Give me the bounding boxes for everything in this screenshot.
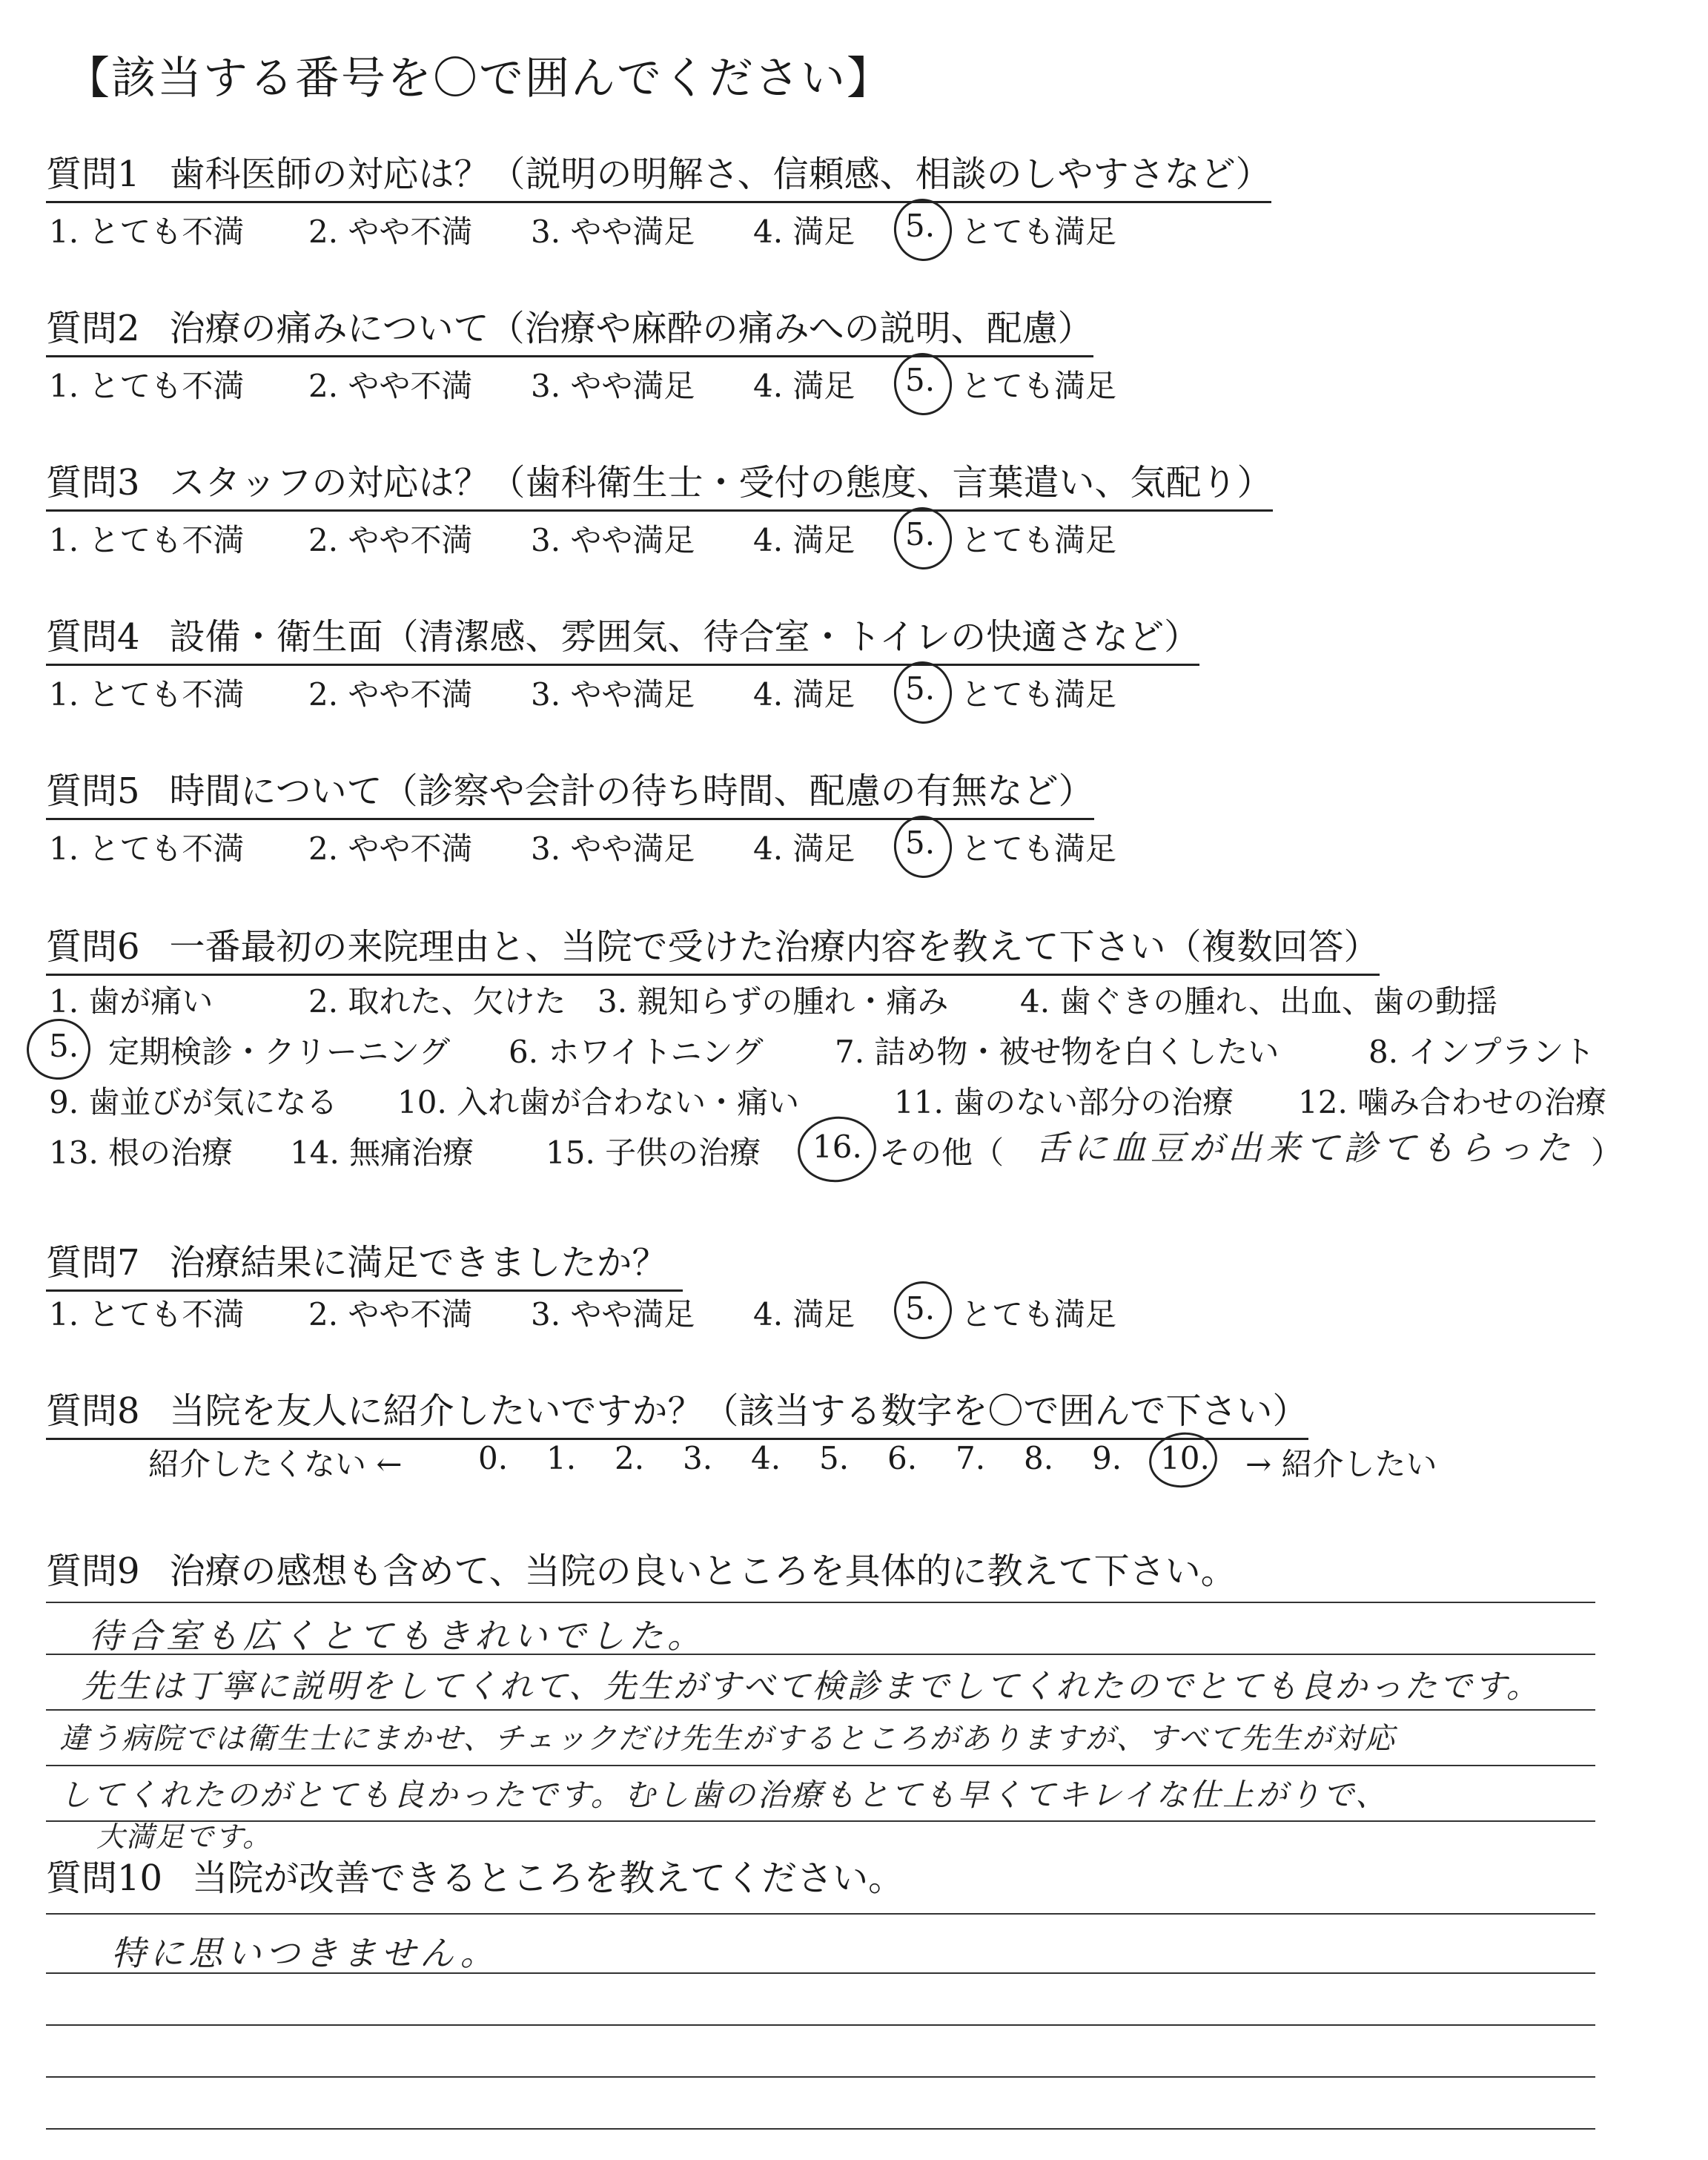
question-7 [46,1234,683,1292]
option-5[interactable]: 5. [49,1028,79,1064]
question-8 [46,1382,1308,1440]
option-5[interactable]: 5. [905,516,936,552]
option-4[interactable]: 4. 満足 [753,676,855,713]
question-number: 質問5 [46,770,140,812]
option-7[interactable]: 7. [956,1440,986,1476]
selection-circle [890,195,956,265]
question-1 [46,145,1271,203]
page-header: 【該当する番号を〇で囲んでください】 [65,53,893,105]
option-1[interactable]: 1. とても不満 [49,214,245,250]
question-text: 歯科医師の対応は？（説明の明解さ、信頼感、相談のしやすさなど） [169,153,1271,195]
option-3[interactable]: 3. やや満足 [531,214,695,250]
answer-line [46,2076,1595,2078]
question-number: 質問10 [46,1857,163,1899]
option-5[interactable]: 5. [905,362,936,398]
option-5-label: とても満足 [961,676,1117,713]
question-text: スタッフの対応は？（歯科衛生士・受付の態度、言葉遣い、気配り） [169,462,1273,503]
option-8[interactable]: 8. インプラント [1368,1034,1595,1070]
question-number: 質問7 [46,1242,140,1284]
other-answer-handwriting: 舌に血豆が出来て診てもらった [1035,1128,1575,1168]
answer-9-line-2: 先生は丁寧に説明をしてくれて、先生がすべて検診までしてくれたのでとても良かったです。 [82,1668,1541,1705]
option-0[interactable]: 0. [478,1440,509,1476]
option-13[interactable]: 13. 根の治療 [49,1135,234,1171]
question-number: 質問8 [46,1390,140,1432]
selection-circle [890,658,956,727]
selection-circle [23,1014,95,1083]
option-4[interactable]: 4. 満足 [753,830,855,867]
option-3[interactable]: 3. やや満足 [531,830,695,867]
option-3[interactable]: 3. [683,1440,713,1476]
option-5[interactable]: 5. [819,1440,850,1476]
option-14[interactable]: 14. 無痛治療 [290,1135,474,1171]
question-5 [46,762,1094,820]
question-10 [46,1849,904,1900]
question-number: 質問9 [46,1550,140,1592]
question-number: 質問1 [46,153,140,195]
option-12[interactable]: 12. 噛み合わせの治療 [1298,1084,1607,1120]
option-3[interactable]: 3. やや満足 [531,676,695,713]
scale-right-label: → 紹介したい [1245,1446,1437,1482]
answer-line [46,1602,1595,1603]
question-4 [46,608,1199,666]
answer-line [46,1820,1595,1822]
question-number: 質問3 [46,462,140,503]
option-1[interactable]: 1. 歯が痛い [49,983,214,1020]
option-4[interactable]: 4. [751,1440,781,1476]
option-5-label: 定期検診・クリーニング [108,1034,451,1070]
question-text: 時間について（診察や会計の待ち時間、配慮の有無など） [169,770,1094,812]
option-2[interactable]: 2. 取れた、欠けた [308,983,566,1020]
answer-line [46,1709,1595,1711]
option-11[interactable]: 11. 歯のない部分の治療 [894,1084,1234,1120]
option-1[interactable]: 1. とても不満 [49,830,245,867]
question-text: 設備・衛生面（清潔感、雰囲気、待合室・トイレの快適さなど） [169,616,1200,658]
option-4[interactable]: 4. 満足 [753,522,855,558]
option-5-label: とても満足 [961,830,1117,867]
question-text: 治療結果に満足できましたか？ [169,1242,668,1284]
option-5[interactable]: 5. [905,825,936,861]
option-5[interactable]: 5. [905,208,936,244]
option-2[interactable]: 2. やや不満 [308,676,473,713]
answer-9-line-4: してくれたのがとても良かったです。むし歯の治療もとても早くてキレイな仕上がりで、 [59,1777,1389,1813]
option-1[interactable]: 1. とても不満 [49,676,245,713]
option-10[interactable]: 10. 入れ歯が合わない・痛い [397,1084,800,1120]
option-7[interactable]: 7. 詰め物・被せ物を白くしたい [835,1034,1280,1070]
option-2[interactable]: 2. やや不満 [308,214,473,250]
option-3[interactable]: 3. やや満足 [531,368,695,404]
selection-circle [793,1112,880,1187]
option-5[interactable]: 5. [905,1290,936,1327]
option-3[interactable]: 3. やや満足 [531,1296,695,1332]
selection-circle [890,1278,956,1343]
option-2[interactable]: 2. やや不満 [308,1296,473,1332]
option-2[interactable]: 2. やや不満 [308,368,473,404]
option-9[interactable]: 9. [1092,1440,1122,1476]
option-3[interactable]: 3. 親知らずの腫れ・痛み [598,983,949,1020]
question-text: 当院が改善できるところを教えてください。 [192,1857,904,1899]
option-6[interactable]: 6. [887,1440,918,1476]
question-number: 質問6 [46,926,140,968]
question-text: 治療の痛みについて（治療や麻酔の痛みへの説明、配慮） [169,308,1093,349]
scale-left-label: 紹介したくない ← [148,1446,403,1482]
option-10[interactable]: 10. [1160,1440,1210,1476]
option-1[interactable]: 1. [546,1440,577,1476]
option-5[interactable]: 5. [905,670,936,707]
option-5-label: とても満足 [961,1296,1117,1332]
question-6 [46,918,1380,976]
question-text: 治療の感想も含めて、当院の良いところを具体的に教えて下さい。 [169,1550,1237,1592]
option-1[interactable]: 1. とても不満 [49,522,245,558]
option-2[interactable]: 2. [615,1440,645,1476]
option-16-label: その他（ [879,1135,1004,1171]
option-9[interactable]: 9. 歯並びが気になる [49,1084,338,1120]
selection-circle [890,812,956,882]
answer-9-line-3: 違う病院では衛生士にまかせ、チェックだけ先生がするところがありますが、すべて先生が対応 [59,1722,1396,1756]
option-2[interactable]: 2. やや不満 [308,522,473,558]
option-4[interactable]: 4. 満足 [753,368,855,404]
option-4[interactable]: 4. 歯ぐきの腫れ、出血、歯の動揺 [1020,983,1497,1020]
selection-circle [890,349,956,419]
option-2[interactable]: 2. やや不満 [308,830,473,867]
question-3 [46,454,1273,512]
option-4[interactable]: 4. 満足 [753,1296,855,1332]
answer-line [46,2024,1595,2026]
option-15[interactable]: 15. 子供の治療 [546,1135,761,1171]
option-5-label: とても満足 [961,214,1117,250]
option-5-label: とても満足 [961,368,1117,404]
option-5-label: とても満足 [961,522,1117,558]
option-3[interactable]: 3. やや満足 [531,522,695,558]
question-number: 質問4 [46,616,140,658]
selection-circle [890,503,956,573]
question-text: 当院を友人に紹介したいですか？（該当する数字を〇で囲んで下さい） [169,1390,1308,1432]
question-2 [46,300,1093,357]
answer-line [46,1765,1595,1766]
question-number: 質問2 [46,308,140,349]
option-6[interactable]: 6. ホワイトニング [509,1034,764,1070]
question-text: 一番最初の来院理由と、当院で受けた治療内容を教えて下さい（複数回答） [169,926,1380,968]
option-8[interactable]: 8. [1024,1440,1054,1476]
option-1[interactable]: 1. とても不満 [49,1296,245,1332]
answer-line [46,2128,1595,2130]
answer-10-line-1: 特に思いつきません。 [111,1933,499,1973]
close-paren: ） [1591,1135,1623,1171]
answer-9-line-5: 大満足です。 [96,1820,272,1853]
question-9 [46,1542,1237,1593]
option-1[interactable]: 1. とても不満 [49,368,245,404]
answer-line [46,1913,1595,1915]
option-16[interactable]: 16. [812,1129,862,1165]
option-4[interactable]: 4. 満足 [753,214,855,250]
answer-9-line-1: 待合室も広くとてもきれいでした。 [89,1616,706,1656]
